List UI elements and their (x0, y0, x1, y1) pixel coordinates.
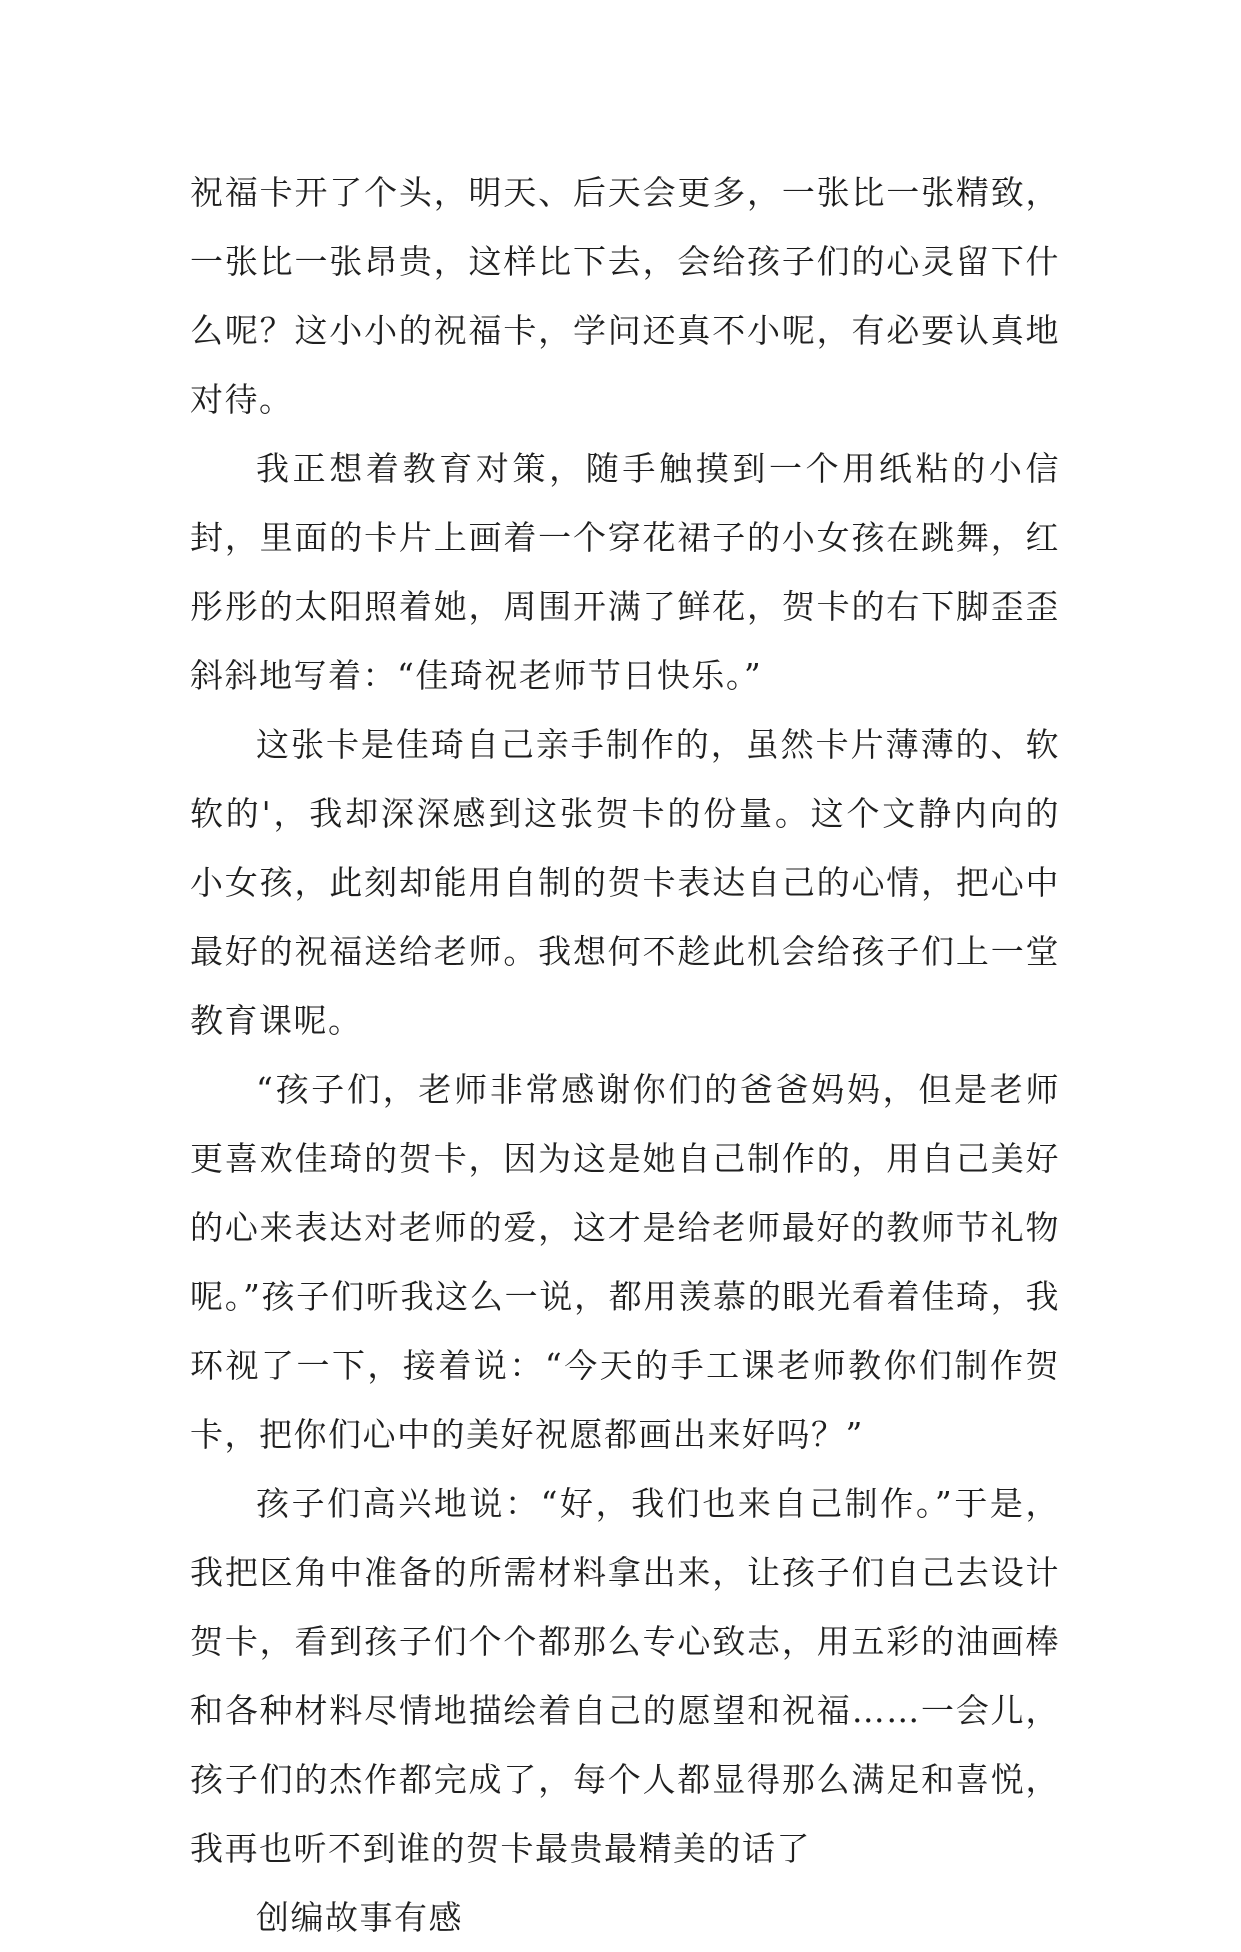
paragraph-5: 孩子们高兴地说：“好，我们也来自己制作。”于是，我把区角中准备的所需材料拿出来，让孩子们自己去设计贺卡，看到孩子们个个都那么专心致志，用五彩的油画棒和各种材料尽情地描绘着自己的愿望和祝福……一会儿，孩子们的杰作都完成了，每个人都显得那么满足和喜悦，我再也听不到谁的贺卡最贵最精美的话了 (190, 1484, 1060, 1868)
paragraph-4: “孩子们，老师非常感谢你们的爸爸妈妈，但是老师更喜欢佳琦的贺卡，因为这是她自己制作的，用自己美好的心来表达对老师的爱，这才是给老师最好的教师节礼物呢。”孩子们听我这么一说，都用羡慕的眼光看着佳琦，我环视了一下，接着说：“今天的手工课老师教你们制作贺卡，把你们心中的美好祝愿都画出来好吗？” (190, 1070, 1060, 1454)
section-heading: 创编故事有感 (256, 1898, 463, 1937)
paragraph-3: 这张卡是佳琦自己亲手制作的，虽然卡片薄薄的、软软的'，我却深深感到这张贺卡的份量。这个文静内向的小女孩，此刻却能用自制的贺卡表达自己的心情，把心中最好的祝福送给老师。我想何不趁此机会给孩子们上一堂教育课呢。 (190, 725, 1060, 1040)
paragraph-2: 我正想着教育对策，随手触摸到一个用纸粘的小信封，里面的卡片上画着一个穿花裙子的小女孩在跳舞，红彤彤的太阳照着她，周围开满了鲜花，贺卡的右下脚歪歪斜斜地写着：“佳琦祝老师节日快乐。” (190, 449, 1060, 695)
document-body (190, 158, 1060, 1952)
paragraph-1: 祝福卡开了个头，明天、后天会更多，一张比一张精致，一张比一张昂贵，这样比下去，会给孩子们的心灵留下什么呢？这小小的祝福卡，学问还真不小呢，有必要认真地对待。 (190, 173, 1060, 419)
